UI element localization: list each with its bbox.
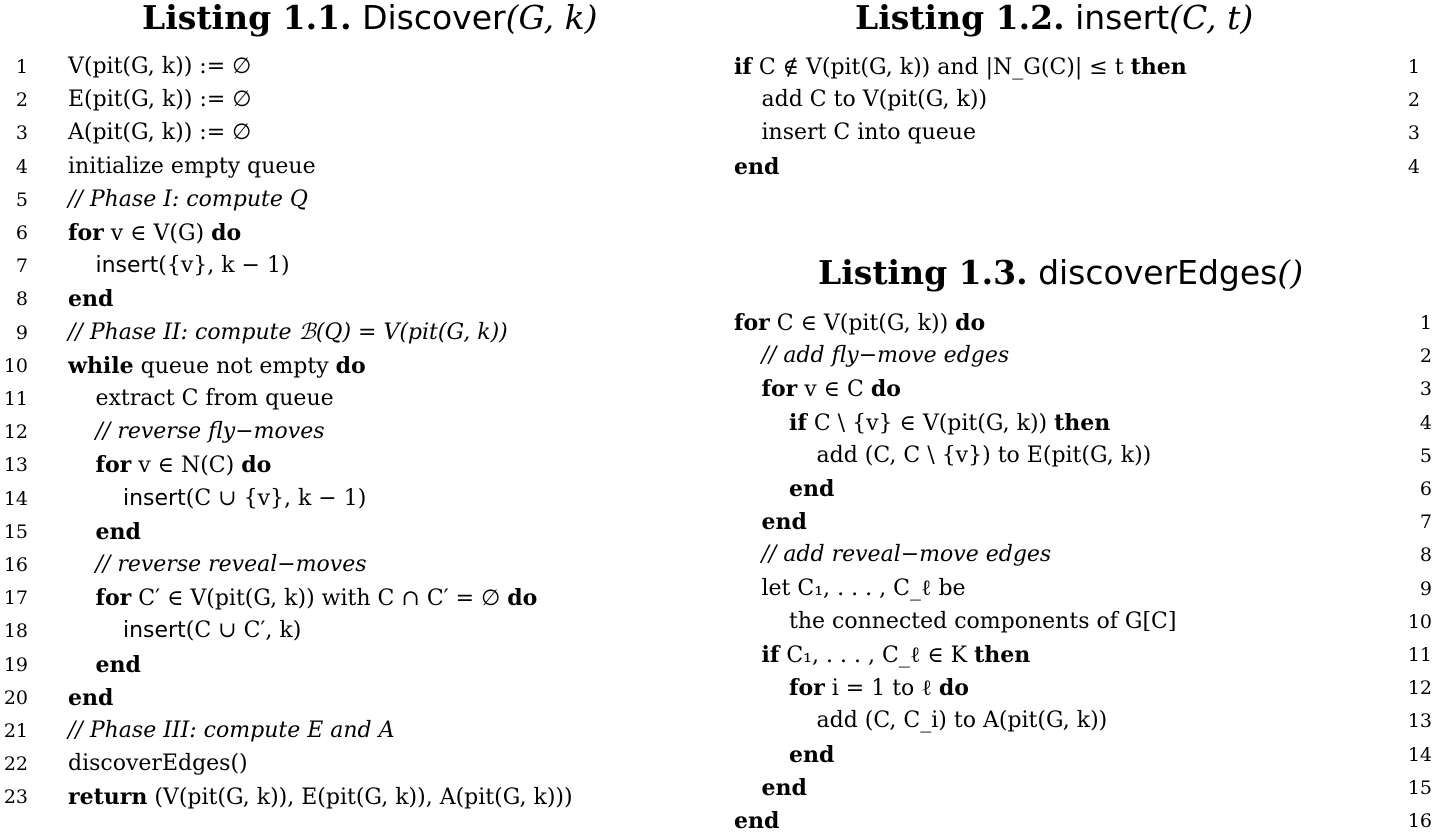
line-code: end — [761, 774, 807, 801]
line-number: 10 — [3, 354, 28, 377]
line-code: for i = 1 to ℓ do — [789, 675, 969, 702]
line-code: if C \ {v} ∈ V(pit(G, k)) then — [789, 409, 1111, 436]
line-code: end — [734, 808, 780, 834]
line-code: return (V(pit(G, k)), E(pit(G, k)), A(pit(G, k))) — [68, 784, 573, 811]
line-number: 19 — [3, 653, 28, 676]
line-code: end — [761, 509, 807, 536]
line-number: 4 — [1419, 411, 1432, 434]
line-code: A(pit(G, k)) := ∅ — [68, 120, 252, 146]
listing-1-args: (G, k) — [505, 0, 598, 37]
line-code: for v ∈ C do — [761, 376, 901, 403]
line-number: 8 — [15, 288, 28, 311]
line-code: for v ∈ N(C) do — [95, 452, 272, 479]
line-code: end — [789, 476, 835, 502]
line-code: V(pit(G, k)) := ∅ — [68, 54, 252, 79]
line-number: 15 — [3, 520, 28, 543]
line-number: 1 — [1419, 312, 1432, 334]
listing-1-function-name: Discover — [362, 0, 506, 37]
line-code: insert({v}, k − 1) — [95, 253, 290, 279]
line-number: 6 — [1419, 478, 1432, 500]
line-code: for v ∈ V(G) do — [68, 220, 242, 246]
line-code: // add reveal−move edges — [761, 542, 1052, 568]
line-code: extract C from queue — [95, 386, 334, 411]
line-code: add C to V(pit(G, k)) — [761, 87, 988, 113]
line-code: // Phase I: compute Q — [68, 186, 308, 212]
line-code: add (C, C_i) to A(pit(G, k)) — [816, 708, 1108, 734]
line-code: for C′ ∈ V(pit(G, k)) with C ∩ C′ = ∅ do — [95, 585, 538, 612]
line-code: if C ∉ V(pit(G, k)) and |N_G(C)| ≤ t then — [734, 54, 1187, 80]
line-code: while queue not empty do — [68, 352, 366, 379]
line-code: // Phase II: compute ℬ(Q) = V(pit(G, k)) — [68, 319, 508, 345]
line-code: // Phase III: compute E and A — [68, 718, 395, 743]
line-code: end — [68, 684, 114, 711]
line-code: insert(C ∪ {v}, k − 1) — [123, 485, 367, 511]
line-number: 2 — [1407, 89, 1420, 112]
line-number: 11 — [3, 388, 28, 410]
line-number: 12 — [3, 421, 28, 444]
line-code: // reverse reveal−moves — [95, 552, 367, 577]
line-number: 1 — [1407, 56, 1420, 78]
listing-3-label: Listing 1.3. — [818, 253, 1028, 292]
line-number: 12 — [1407, 677, 1432, 700]
line-number: 15 — [1407, 776, 1432, 799]
line-number: 3 — [1407, 122, 1420, 145]
line-code: if C₁, . . . , C_ℓ ∈ K then — [761, 642, 1031, 668]
listing-2-label: Listing 1.2. — [855, 0, 1065, 37]
line-number: 9 — [1419, 577, 1432, 600]
line-code: E(pit(G, k)) := ∅ — [68, 87, 252, 113]
line-number: 13 — [3, 454, 28, 477]
line-number: 11 — [1407, 644, 1432, 666]
listing-2-args: (C, t) — [1169, 0, 1254, 37]
line-number: 18 — [3, 620, 28, 643]
line-number: 14 — [3, 487, 28, 510]
listing-2-title — [855, 0, 1253, 36]
line-number: 4 — [15, 155, 28, 178]
listing-3-function-name: discoverEdges — [1038, 253, 1278, 292]
line-number: 13 — [1407, 710, 1432, 733]
line-number: 3 — [1419, 378, 1432, 401]
line-number: 16 — [3, 554, 28, 576]
line-number: 7 — [1419, 511, 1432, 534]
line-number: 4 — [1407, 155, 1420, 178]
line-code: insert(C ∪ C′, k) — [123, 618, 302, 644]
line-number: 20 — [3, 686, 28, 709]
listing-3-args: () — [1277, 253, 1304, 292]
line-number: 16 — [1407, 810, 1432, 832]
line-code: end — [789, 741, 835, 768]
listing-1-label: Listing 1.1. — [142, 0, 352, 37]
line-number: 1 — [15, 56, 28, 78]
line-number: 3 — [15, 122, 28, 145]
line-code: end — [95, 651, 141, 678]
line-number: 2 — [1419, 345, 1432, 368]
line-number: 7 — [15, 255, 28, 278]
line-code: initialize empty queue — [68, 153, 316, 179]
line-code: end — [68, 286, 114, 313]
listing-1-title — [142, 0, 598, 36]
line-code: // reverse fly−moves — [95, 419, 325, 445]
line-code: end — [95, 518, 141, 545]
line-code: the connected components of G[C] — [789, 608, 1177, 634]
line-number: 8 — [1419, 544, 1432, 567]
line-code: // add fly−move edges — [761, 343, 1010, 369]
line-code: end — [734, 153, 780, 180]
line-number: 5 — [15, 188, 28, 211]
line-number: 10 — [1407, 610, 1432, 633]
line-number: 2 — [15, 89, 28, 112]
line-number: 21 — [3, 720, 28, 742]
listing-2-function-name: insert — [1075, 0, 1170, 37]
line-number: 17 — [3, 587, 28, 610]
line-number: 14 — [1407, 743, 1432, 766]
line-number: 5 — [1419, 444, 1432, 467]
line-code: add (C, C \ {v}) to E(pit(G, k)) — [816, 442, 1152, 468]
line-number: 22 — [3, 753, 28, 776]
line-code: discoverEdges() — [68, 751, 248, 777]
line-number: 6 — [15, 222, 28, 244]
line-code: for C ∈ V(pit(G, k)) do — [734, 310, 986, 336]
listing-3-title — [818, 255, 1303, 291]
line-code: let C₁, . . . , C_ℓ be — [761, 575, 966, 601]
line-code: insert C into queue — [761, 120, 976, 146]
line-number: 9 — [15, 321, 28, 344]
line-number: 23 — [3, 786, 28, 809]
